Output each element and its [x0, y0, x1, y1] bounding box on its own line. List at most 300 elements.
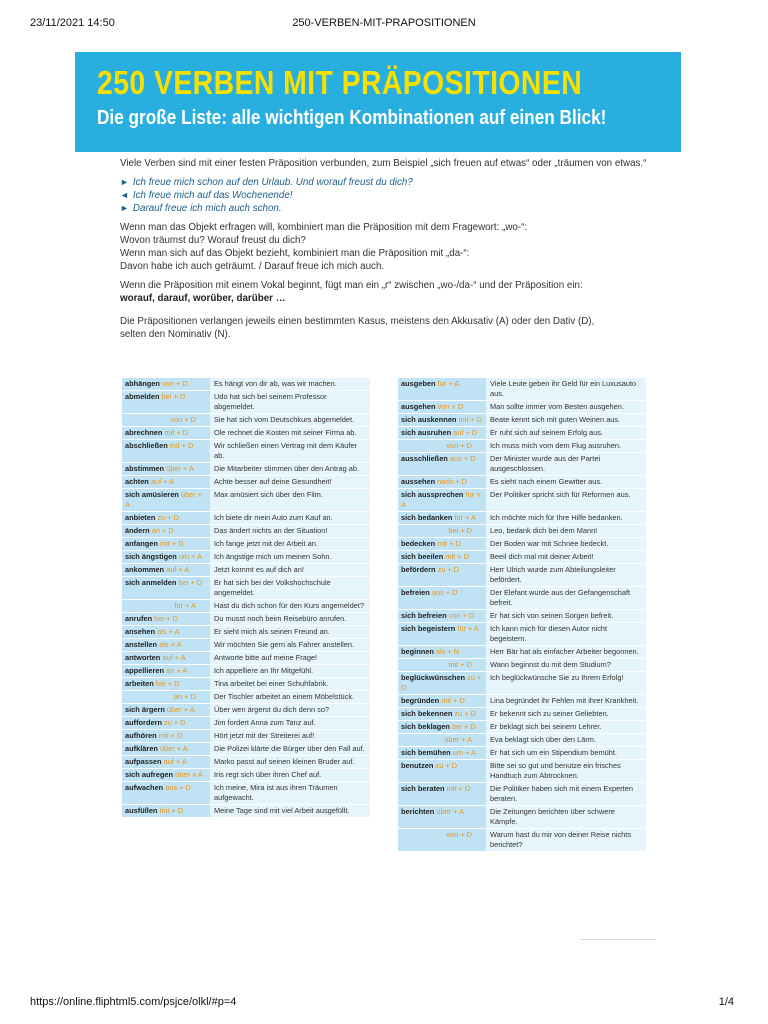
- verb-text: anfangen: [125, 539, 158, 548]
- table-row: [122, 551, 370, 564]
- preposition-text: an + D: [151, 526, 174, 535]
- intro-text: [120, 157, 660, 341]
- preposition-text: an + D: [174, 692, 196, 701]
- table-row: [122, 476, 370, 489]
- example-cell: Ich ängstige mich um meinen Sohn.: [210, 551, 370, 563]
- table-row: [122, 613, 370, 626]
- example-cell: Er hat sich bei der Volkshochschule angemeldet.: [210, 577, 370, 599]
- verb-text: sich ärgern: [125, 705, 165, 714]
- verb-table-right: [398, 378, 646, 852]
- print-url: https://online.fliphtml5.com/psjce/olkl/#p=4: [30, 996, 237, 1008]
- preposition-text: mit + D: [441, 696, 465, 705]
- example-cell: Er ruht sich auf seinem Erfolg aus.: [486, 427, 646, 439]
- table-row: [398, 476, 646, 489]
- example-cell: Herr Bär hat als einfacher Arbeiter begonnen.: [486, 646, 646, 658]
- verb-text: sich aufregen: [125, 770, 174, 779]
- example-cell: Die Politiker haben sich mit einem Experten beraten.: [486, 783, 646, 805]
- table-row: [398, 747, 646, 760]
- verb-text: sich ausruhen: [401, 428, 452, 437]
- preposition-text: zu + D: [401, 673, 482, 692]
- table-row: [398, 564, 646, 587]
- preposition-text: an + A: [166, 666, 188, 675]
- table-row: [398, 646, 646, 659]
- print-title: 250-VERBEN-MIT-PRAPOSITIONEN: [292, 17, 476, 29]
- example-cell: Ich fange jetzt mit der Arbeit an.: [210, 538, 370, 550]
- example-cell: Die Polizei klärte die Bürger über den Fall auf.: [210, 743, 370, 755]
- verb-cell: [122, 551, 210, 563]
- table-row: [122, 564, 370, 577]
- verb-text: ausschließen: [401, 454, 448, 463]
- table-row: [398, 623, 646, 646]
- preposition-text: mit + D: [437, 539, 461, 548]
- verb-cell: [122, 613, 210, 625]
- verb-cell: [398, 564, 486, 586]
- verb-cell: [122, 538, 210, 550]
- example-cell: Beeil dich mal mit deiner Arbeit!: [486, 551, 646, 563]
- verb-text: aufpassen: [125, 757, 162, 766]
- verb-text: benutzen: [401, 761, 434, 770]
- divider: [580, 939, 656, 940]
- example-cell: Wir möchten Sie gern als Fahrer anstellen.: [210, 639, 370, 651]
- table-row: [122, 652, 370, 665]
- example-cell: Der Elefant wurde aus der Gefangenschaft befreit.: [486, 587, 646, 609]
- table-row: [122, 414, 370, 427]
- verb-text: aufwachen: [125, 783, 164, 792]
- table-row: [122, 440, 370, 463]
- verb-cell: [122, 476, 210, 488]
- example-cell: Ich kann mich für diesen Autor nicht begeistern.: [486, 623, 646, 645]
- example-cell: Herr Ulrich wurde zum Abteilungsleiter befördert.: [486, 564, 646, 586]
- verb-cell: [122, 463, 210, 475]
- example-cell: Über wen ärgerst du dich denn so?: [210, 704, 370, 716]
- verb-text: aufklären: [125, 744, 158, 753]
- intro-paragraph-1: Viele Verben sind mit einer festen Präposition verbunden, zum Beispiel „sich freuen auf etwas“ oder „träumen von etwas.“: [120, 158, 647, 169]
- table-row: [122, 378, 370, 391]
- title-banner: [75, 52, 681, 152]
- intro-paragraph-4b: selten den Nominativ (N).: [120, 329, 231, 340]
- example-cell: Warum hast du mir von deiner Reise nichts berichtet?: [486, 829, 646, 851]
- example-cell: Er beklagt sich bei seinem Lehrer.: [486, 721, 646, 733]
- verb-cell: [398, 610, 486, 622]
- play-arrow-icon: ►: [120, 177, 129, 187]
- preposition-text: bei + D: [178, 578, 203, 587]
- table-row: [398, 427, 646, 440]
- example-line-3: ► Darauf freue ich mich auch schon.: [120, 203, 282, 214]
- example-cell: Ole rechnet die Kosten mit seiner Firma ab.: [210, 427, 370, 439]
- verb-table-left: [122, 378, 370, 818]
- page-title: 250 VERBEN MIT PRÄPOSITIONEN: [97, 64, 583, 101]
- table-row: [122, 463, 370, 476]
- table-row: [398, 610, 646, 623]
- intro-paragraph-2d: Davon habe ich auch geträumt. / Darauf freue ich mich auch.: [120, 261, 385, 272]
- table-row: [122, 782, 370, 805]
- preposition-text: um + A: [178, 552, 203, 561]
- table-row: [398, 538, 646, 551]
- verb-cell: [122, 756, 210, 768]
- example-cell: Jim fordert Anna zum Tanz auf.: [210, 717, 370, 729]
- preposition-text: bei + D: [161, 392, 186, 401]
- table-row: [398, 760, 646, 783]
- example-cell: Er sieht mich als seinen Freund an.: [210, 626, 370, 638]
- example-cell: Eva beklagt sich über den Lärm.: [486, 734, 646, 746]
- preposition-text: zu + D: [437, 565, 460, 574]
- verb-text: ansehen: [125, 627, 155, 636]
- preposition-text: für + A: [174, 601, 196, 610]
- example-cell: Leo, bedank dich bei dem Mann!: [486, 525, 646, 537]
- verb-cell: [122, 782, 210, 804]
- example-cell: Ich biete dir mein Auto zum Kauf an.: [210, 512, 370, 524]
- preposition-text: aus + D: [449, 454, 476, 463]
- table-row: [398, 453, 646, 476]
- preposition-text: von + D: [446, 441, 472, 450]
- verb-text: sich amüsieren: [125, 490, 179, 499]
- verb-cell: [122, 564, 210, 576]
- verb-cell: [122, 391, 210, 413]
- verb-cell: [122, 414, 210, 426]
- verb-text: sich befreien: [401, 611, 447, 620]
- preposition-text: für + A: [454, 513, 476, 522]
- table-row: [122, 769, 370, 782]
- table-row: [122, 600, 370, 613]
- play-arrow-icon: ►: [120, 203, 129, 213]
- verb-cell: [122, 600, 210, 612]
- example-cell: Du musst noch beim Reisebüro anrufen.: [210, 613, 370, 625]
- preposition-text: als + N: [435, 647, 460, 656]
- table-row: [122, 525, 370, 538]
- verb-cell: [398, 721, 486, 733]
- preposition-text: bei + D: [448, 526, 472, 535]
- verb-cell: [122, 378, 210, 390]
- verb-cell: [122, 626, 210, 638]
- verb-cell: [122, 525, 210, 537]
- verb-cell: [398, 747, 486, 759]
- verb-text: abschließen: [125, 441, 168, 450]
- example-cell: Wir schließen einen Vertrag mit dem Käufer ab.: [210, 440, 370, 462]
- table-row: [122, 678, 370, 691]
- preposition-text: für + A: [401, 490, 481, 509]
- verb-cell: [122, 512, 210, 524]
- example-cell: Er hat sich um ein Stipendium bemüht.: [486, 747, 646, 759]
- verb-text: abrechnen: [125, 428, 163, 437]
- example-cell: Ich muss mich vom dem Flug ausruhen.: [486, 440, 646, 452]
- table-row: [398, 672, 646, 695]
- example-cell: Wann beginnst du mit dem Studium?: [486, 659, 646, 671]
- verb-text: ausgeben: [401, 379, 436, 388]
- verb-text: beglückwünschen: [401, 673, 466, 682]
- table-row: [398, 551, 646, 564]
- verb-text: sich beraten: [401, 784, 445, 793]
- verb-cell: [398, 538, 486, 550]
- preposition-text: mit + D: [159, 806, 184, 815]
- example-cell: Udo hat sich bei seinem Professor abgemeldet.: [210, 391, 370, 413]
- preposition-text: für + A: [457, 624, 479, 633]
- preposition-text: über + A: [436, 807, 465, 816]
- verb-cell: [122, 691, 210, 703]
- intro-paragraph-3b: worauf, darauf, worüber, darüber …: [120, 293, 286, 304]
- verb-text: achten: [125, 477, 149, 486]
- preposition-text: von + D: [161, 379, 188, 388]
- example-cell: Antworte bitte auf meine Frage!: [210, 652, 370, 664]
- preposition-text: über + A: [159, 744, 188, 753]
- verb-text: anstellen: [125, 640, 158, 649]
- example-cell: Achte besser auf deine Gesundheit!: [210, 476, 370, 488]
- preposition-text: zu + D: [454, 709, 476, 718]
- verb-cell: [398, 829, 486, 851]
- table-row: [122, 639, 370, 652]
- verb-text: sich begeistern: [401, 624, 456, 633]
- verb-text: bedecken: [401, 539, 436, 548]
- table-row: [122, 805, 370, 818]
- verb-text: anrufen: [125, 614, 153, 623]
- verb-text: sich ängstigen: [125, 552, 177, 561]
- verb-cell: [122, 440, 210, 462]
- verb-cell: [122, 577, 210, 599]
- table-row: [398, 512, 646, 525]
- example-cell: Beate kennt sich mit guten Weinen aus.: [486, 414, 646, 426]
- example-cell: Man sollte immer vom Besten ausgehen.: [486, 401, 646, 413]
- example-cell: Er hat sich von seinen Sorgen befreit.: [486, 610, 646, 622]
- verb-cell: [122, 730, 210, 742]
- verb-text: sich beeilen: [401, 552, 444, 561]
- table-row: [122, 665, 370, 678]
- table-row: [122, 756, 370, 769]
- verb-text: sich anmelden: [125, 578, 177, 587]
- intro-paragraph-2b: Wovon träumst du? Worauf freust du dich?: [120, 235, 306, 246]
- table-row: [122, 577, 370, 600]
- verb-text: anbieten: [125, 513, 156, 522]
- example-cell: Er bekennt sich zu seiner Geliebten.: [486, 708, 646, 720]
- verb-text: aussehen: [401, 477, 436, 486]
- verb-cell: [122, 489, 210, 511]
- preposition-text: als + A: [159, 640, 182, 649]
- verb-text: sich aussprechen: [401, 490, 464, 499]
- preposition-text: von + D: [170, 415, 196, 424]
- example-cell: Die Zeitungen berichten über schwere Kämpfe.: [486, 806, 646, 828]
- verb-text: ausfüllen: [125, 806, 158, 815]
- preposition-text: mit + D: [446, 784, 471, 793]
- table-row: [398, 734, 646, 747]
- preposition-text: mit + D: [169, 441, 194, 450]
- example-cell: Es sieht nach einem Gewitter aus.: [486, 476, 646, 488]
- verb-text: berichten: [401, 807, 435, 816]
- example-cell: Marko passt auf seinen kleinen Bruder auf.: [210, 756, 370, 768]
- verb-cell: [122, 717, 210, 729]
- preposition-text: mit + D: [164, 428, 189, 437]
- table-row: [398, 587, 646, 610]
- verb-cell: [398, 427, 486, 439]
- preposition-text: über + A: [444, 735, 472, 744]
- verb-cell: [398, 414, 486, 426]
- verb-text: appellieren: [125, 666, 165, 675]
- verb-cell: [398, 734, 486, 746]
- example-cell: Der Politiker spricht sich für Reformen aus.: [486, 489, 646, 511]
- example-cell: Ich beglückwünsche Sie zu Ihrem Erfolg!: [486, 672, 646, 694]
- table-row: [122, 489, 370, 512]
- table-row: [398, 659, 646, 672]
- verb-text: abstimmen: [125, 464, 165, 473]
- verb-text: sich auskennen: [401, 415, 457, 424]
- example-cell: Hört jetzt mit der Streiterei auf!: [210, 730, 370, 742]
- table-row: [122, 704, 370, 717]
- example-cell: Der Tischler arbeitet an einem Möbelstück.: [210, 691, 370, 703]
- example-cell: Ich möchte mich für Ihre Hilfe bedanken.: [486, 512, 646, 524]
- verb-cell: [398, 401, 486, 413]
- print-page-number: 1/4: [718, 996, 734, 1008]
- preposition-text: auf + A: [163, 757, 187, 766]
- table-row: [398, 708, 646, 721]
- table-row: [398, 829, 646, 852]
- table-row: [398, 783, 646, 806]
- verb-text: ausgehen: [401, 402, 436, 411]
- verb-text: aufhören: [125, 731, 157, 740]
- example-cell: Lina begründet ihr Fehlen mit ihrer Krankheit.: [486, 695, 646, 707]
- preposition-text: mit + D: [445, 552, 469, 561]
- example-cell: Sie hat sich vom Deutschkurs abgemeldet.: [210, 414, 370, 426]
- verb-cell: [398, 695, 486, 707]
- verb-cell: [122, 639, 210, 651]
- example-line-2: ◄ Ich freue mich auf das Wochenende!: [120, 190, 293, 201]
- table-row: [122, 427, 370, 440]
- verb-text: abmelden: [125, 392, 160, 401]
- example-cell: Ich appelliere an Ihr Mitgefühl.: [210, 665, 370, 677]
- verb-cell: [122, 805, 210, 817]
- verb-cell: [398, 760, 486, 782]
- preposition-text: als + A: [157, 627, 180, 636]
- verb-cell: [398, 587, 486, 609]
- preposition-text: über + A: [166, 705, 195, 714]
- verb-cell: [122, 652, 210, 664]
- preposition-text: bei + D: [155, 679, 180, 688]
- table-row: [398, 489, 646, 512]
- example-cell: Max amüsiert sich über den Film.: [210, 489, 370, 511]
- verb-cell: [122, 743, 210, 755]
- preposition-text: bei + D: [451, 722, 476, 731]
- example-cell: Iris regt sich über ihren Chef auf.: [210, 769, 370, 781]
- example-cell: Meine Tage sind mit viel Arbeit ausgefüllt.: [210, 805, 370, 817]
- verb-cell: [398, 476, 486, 488]
- verb-cell: [398, 453, 486, 475]
- preposition-text: mit + D: [158, 731, 183, 740]
- preposition-text: von + D: [437, 402, 464, 411]
- preposition-text: auf + A: [150, 477, 175, 486]
- verb-cell: [398, 525, 486, 537]
- verb-cell: [398, 672, 486, 694]
- verb-text: sich bedanken: [401, 513, 453, 522]
- table-row: [398, 695, 646, 708]
- preposition-text: bei + D: [154, 614, 178, 623]
- table-row: [398, 414, 646, 427]
- verb-cell: [398, 378, 486, 400]
- preposition-text: auf + A: [166, 565, 190, 574]
- verb-text: befördern: [401, 565, 436, 574]
- table-row: [398, 806, 646, 829]
- verb-cell: [398, 440, 486, 452]
- table-row: [122, 717, 370, 730]
- preposition-text: zu + D: [164, 718, 186, 727]
- preposition-text: auf + D: [453, 428, 478, 437]
- table-row: [398, 525, 646, 538]
- verb-text: ändern: [125, 526, 150, 535]
- example-cell: Der Minister wurde aus der Partei ausgeschlossen.: [486, 453, 646, 475]
- verb-text: beginnen: [401, 647, 434, 656]
- verb-text: auffordern: [125, 718, 162, 727]
- example-line-1: ► Ich freue mich schon auf den Urlaub. Und worauf freust du dich?: [120, 177, 413, 188]
- table-row: [122, 391, 370, 414]
- verb-cell: [398, 806, 486, 828]
- example-cell: Der Boden war mit Schnee bedeckt.: [486, 538, 646, 550]
- verb-text: abhängen: [125, 379, 160, 388]
- preposition-text: nach + D: [437, 477, 467, 486]
- preposition-text: aus + D: [431, 588, 458, 597]
- verb-text: ankommen: [125, 565, 165, 574]
- example-cell: Viele Leute geben ihr Geld für ein Luxusauto aus.: [486, 378, 646, 400]
- verb-cell: [398, 489, 486, 511]
- table-row: [122, 512, 370, 525]
- example-cell: Hast du dich schon für den Kurs angemeldet?: [210, 600, 370, 612]
- verb-text: antworten: [125, 653, 161, 662]
- verb-cell: [122, 704, 210, 716]
- example-cell: Die Mitarbeiter stimmen über den Antrag ab.: [210, 463, 370, 475]
- example-cell: Tina arbeitet bei einer Schuhfabrik.: [210, 678, 370, 690]
- verb-cell: [122, 678, 210, 690]
- verb-text: sich beklagen: [401, 722, 450, 731]
- verb-text: begründen: [401, 696, 440, 705]
- verb-text: sich bemühen: [401, 748, 451, 757]
- verb-cell: [398, 659, 486, 671]
- verb-cell: [398, 646, 486, 658]
- preposition-text: zu + D: [157, 513, 180, 522]
- table-row: [122, 730, 370, 743]
- table-row: [398, 440, 646, 453]
- preposition-text: mit + D: [458, 415, 483, 424]
- table-row: [122, 743, 370, 756]
- table-row: [122, 691, 370, 704]
- back-arrow-icon: ◄: [120, 190, 129, 200]
- table-row: [398, 721, 646, 734]
- verb-cell: [398, 551, 486, 563]
- preposition-text: von + D: [446, 830, 472, 839]
- verb-cell: [122, 427, 210, 439]
- preposition-text: um + A: [452, 748, 476, 757]
- preposition-text: mit + D: [159, 539, 184, 548]
- table-row: [398, 401, 646, 414]
- table-row: [122, 538, 370, 551]
- preposition-text: über + A: [125, 490, 203, 509]
- verb-cell: [398, 783, 486, 805]
- preposition-text: mit + D: [448, 660, 472, 669]
- verb-text: sich bekennen: [401, 709, 453, 718]
- preposition-text: von + D: [448, 611, 475, 620]
- preposition-text: aus + D: [165, 783, 191, 792]
- verb-cell: [398, 512, 486, 524]
- intro-paragraph-2c: Wenn man sich auf das Objekt bezieht, kombiniert man die Präposition mit „da-“:: [120, 248, 470, 259]
- example-cell: Das ändert nichts an der Situation!: [210, 525, 370, 537]
- preposition-text: zu + D: [435, 761, 458, 770]
- page-subtitle: Die große Liste: alle wichtigen Kombinationen auf einen Blick!: [97, 107, 607, 129]
- verb-cell: [122, 665, 210, 677]
- table-row: [122, 626, 370, 639]
- table-row: [398, 378, 646, 401]
- preposition-text: über + A: [166, 464, 194, 473]
- example-cell: Ich meine, Mira ist aus ihren Träumen aufgewacht.: [210, 782, 370, 804]
- print-datetime: 23/11/2021 14:50: [30, 17, 115, 29]
- verb-cell: [398, 708, 486, 720]
- preposition-text: für + A: [437, 379, 460, 388]
- verb-text: befreien: [401, 588, 430, 597]
- example-cell: Jetzt kommt es auf dich an!: [210, 564, 370, 576]
- preposition-text: über + A: [175, 770, 203, 779]
- preposition-text: auf + A: [162, 653, 186, 662]
